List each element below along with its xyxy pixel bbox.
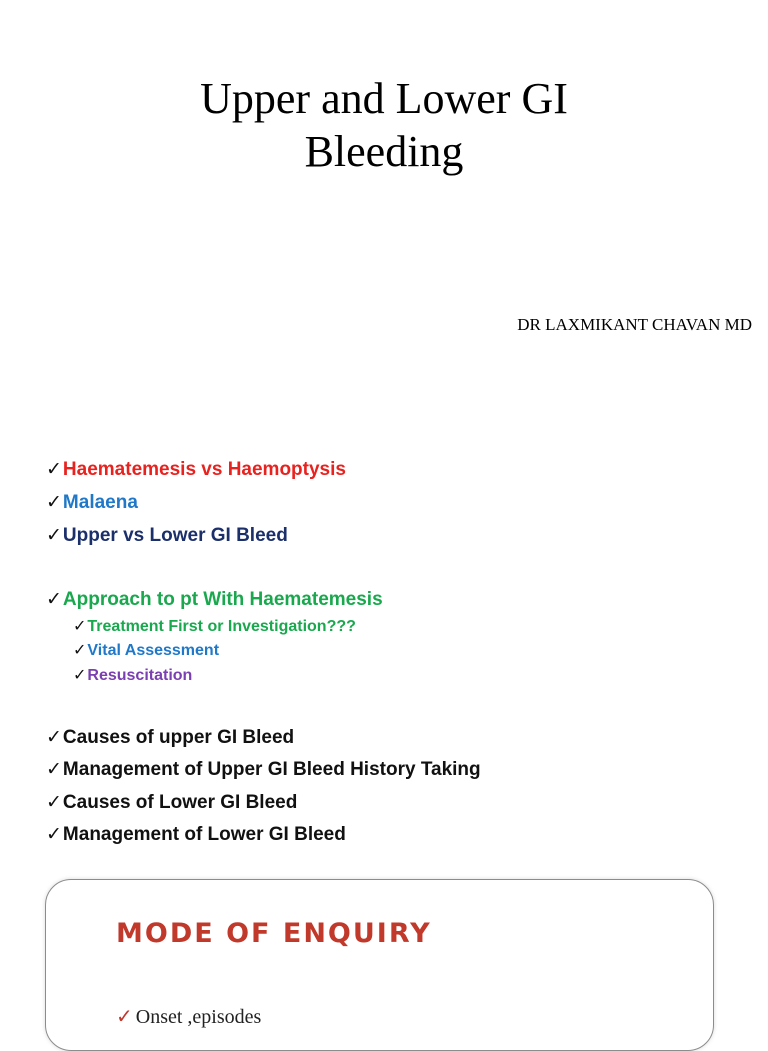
checkmark-icon: ✓ (73, 667, 87, 684)
agenda-subitem-treatment-first (73, 616, 356, 638)
agenda-subitem-resuscitation (73, 665, 192, 687)
card-title: MODE OF ENQUIRY (116, 918, 432, 949)
agenda-item-haematemesis-vs-haemoptysis (46, 457, 346, 483)
checkmark-icon: ✓ (46, 589, 62, 610)
checkmark-icon: ✓ (46, 459, 62, 480)
checkmark-icon: ✓ (73, 642, 87, 659)
agenda-item-label: Causes of upper GI Bleed (62, 727, 295, 748)
checkmark-icon: ✓ (46, 492, 62, 513)
agenda-item-label: Upper vs Lower GI Bleed (62, 525, 288, 546)
card-item-label: Onset ,episodes (135, 1006, 262, 1028)
checkmark-icon: ✓ (46, 727, 62, 748)
checkmark-icon: ✓ (46, 525, 62, 546)
agenda-item-management-upper (46, 757, 481, 783)
agenda-subitem-vital-assessment (73, 640, 219, 662)
agenda-item-causes-upper (46, 725, 294, 751)
agenda-item-upper-vs-lower (46, 523, 288, 549)
checkmark-icon: ✓ (46, 792, 62, 813)
checkmark-icon: ✓ (73, 618, 87, 635)
agenda-item-label: Approach to pt With Haematemesis (62, 589, 383, 610)
checkmark-icon: ✓ (116, 1006, 133, 1028)
slide-title-line-1: Upper and Lower GI (200, 74, 568, 123)
slide-title (0, 72, 768, 178)
checkmark-icon: ✓ (46, 759, 62, 780)
agenda-item-label: Treatment First or Investigation??? (87, 618, 356, 635)
agenda-item-label: Causes of Lower GI Bleed (62, 792, 298, 813)
agenda-item-causes-lower (46, 790, 297, 816)
next-slide-preview-card (45, 879, 714, 1051)
agenda-item-label: Vital Assessment (87, 642, 220, 659)
agenda-item-management-lower (46, 822, 346, 848)
agenda-item-approach (46, 587, 383, 613)
agenda-item-label: Malaena (62, 492, 138, 513)
card-item-onset (116, 1004, 261, 1029)
agenda-item-malaena (46, 490, 138, 516)
agenda-item-label: Management of Lower GI Bleed (62, 824, 346, 845)
agenda-item-label: Management of Upper GI Bleed History Taking (62, 759, 481, 780)
checkmark-icon: ✓ (46, 824, 62, 845)
slide-title-line-2: Bleeding (304, 127, 464, 176)
agenda-item-label: Resuscitation (87, 667, 193, 684)
agenda-item-label: Haematemesis vs Haemoptysis (62, 459, 346, 480)
author-name: DR LAXMIKANT CHAVAN MD (517, 315, 752, 334)
